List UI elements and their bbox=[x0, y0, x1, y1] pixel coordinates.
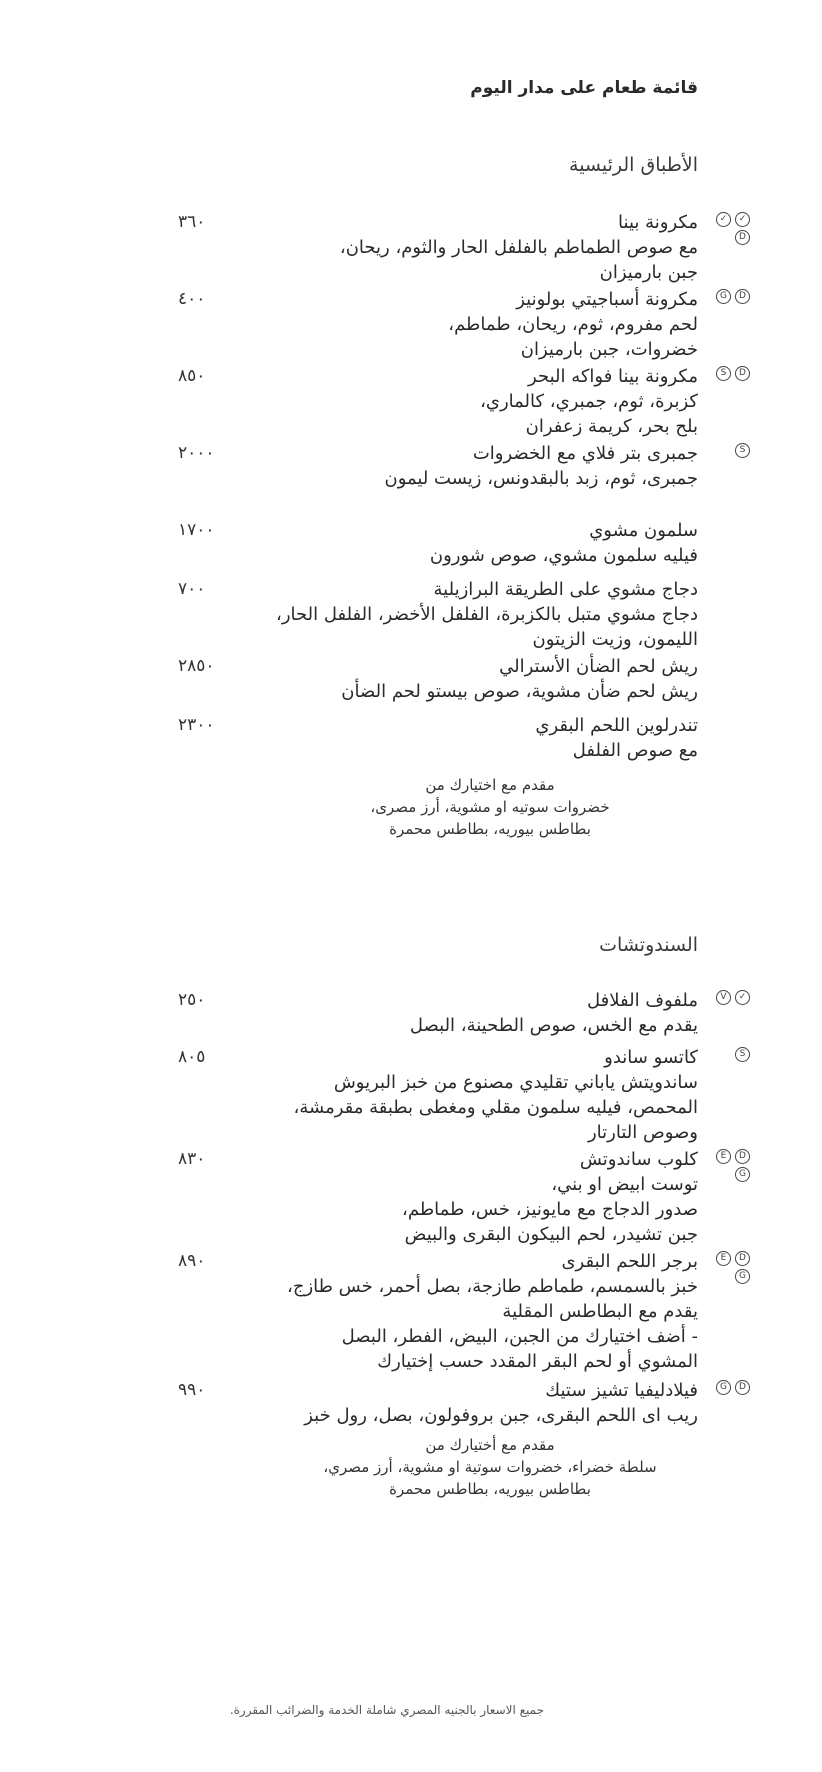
item-desc-line: بلح بحر، كريمة زعفران bbox=[525, 416, 698, 437]
menu-item bbox=[178, 518, 698, 568]
vegetarian-icon: ✓ bbox=[735, 990, 750, 1005]
item-icons bbox=[704, 212, 750, 245]
item-price: ٢٣٠٠ bbox=[178, 715, 215, 735]
menu-title: قائمة طعام على مدار اليوم bbox=[470, 78, 698, 98]
shellfish-icon: S bbox=[716, 366, 731, 381]
item-desc-line: يقدم مع الخس، صوص الطحينة، البصل bbox=[409, 1015, 698, 1036]
item-price: ٢٠٠٠ bbox=[178, 443, 215, 463]
item-desc-line: وصوص التارتار bbox=[587, 1122, 698, 1143]
item-desc-line: مع صوص الفلفل bbox=[572, 740, 698, 761]
item-name: مكرونة بينا bbox=[618, 212, 698, 233]
egg-icon: E bbox=[716, 1251, 731, 1266]
item-icons bbox=[704, 1251, 750, 1284]
item-desc-line: مع صوص الطماطم بالفلفل الحار والثوم، ريحان، bbox=[339, 237, 698, 258]
served-with-note bbox=[320, 774, 660, 840]
item-desc-line: ريش لحم ضأن مشوية، صوص بيستو لحم الضأن bbox=[341, 681, 698, 702]
item-name: جمبرى بتر فلاي مع الخضروات bbox=[472, 443, 698, 464]
item-price: ٤٠٠ bbox=[178, 289, 206, 309]
gluten-icon: G bbox=[716, 289, 731, 304]
item-name: ريش لحم الضأن الأسترالي bbox=[499, 656, 698, 677]
menu-item bbox=[178, 654, 698, 704]
vegetarian-icon: ✓ bbox=[735, 212, 750, 227]
item-name: مكرونة بينا فواكه البحر bbox=[528, 366, 698, 387]
menu-item bbox=[178, 713, 698, 763]
item-name: كاتسو ساندو bbox=[604, 1047, 698, 1068]
item-price: ٨٩٠ bbox=[178, 1251, 206, 1271]
section-title-sandwiches: السندوتشات bbox=[599, 934, 698, 956]
served-with-line: بطاطس بيوريه، بطاطس محمرة bbox=[389, 820, 591, 838]
item-desc-line: جمبرى، ثوم، زبد بالبقدونس، زيست ليمون bbox=[384, 468, 698, 489]
item-desc-line: خضروات، جبن بارميزان bbox=[520, 339, 698, 360]
shellfish-icon: S bbox=[735, 1047, 750, 1062]
item-name: ملفوف الفلافل bbox=[587, 990, 698, 1011]
item-price: ٣٦٠ bbox=[178, 212, 206, 232]
item-desc-line: جبن بارميزان bbox=[599, 262, 698, 283]
item-desc-line: ريب اى اللحم البقرى، جبن بروفولون، بصل، رول خبز bbox=[304, 1405, 698, 1426]
price-footnote: جميع الاسعار بالجنيه المصري شاملة الخدمة والضرائب المقررة. bbox=[229, 1703, 544, 1717]
item-price: ٨٥٠ bbox=[178, 366, 206, 386]
served-with-line: بطاطس بيوريه، بطاطس محمرة bbox=[389, 1480, 591, 1498]
item-name: مكرونة أسباجيتي بولونيز bbox=[516, 289, 698, 310]
item-price: ٨٣٠ bbox=[178, 1149, 206, 1169]
item-name: تندرلوين اللحم البقري bbox=[535, 715, 698, 736]
menu-item bbox=[178, 577, 698, 652]
item-price: ١٧٠٠ bbox=[178, 520, 215, 540]
item-price: ٢٥٠ bbox=[178, 990, 206, 1010]
served-with-line: مقدم مع أختيارك من bbox=[425, 1436, 555, 1454]
item-name: سلمون مشوي bbox=[589, 520, 698, 541]
item-icons bbox=[704, 1149, 750, 1182]
menu-item bbox=[178, 1147, 746, 1247]
item-desc-line: المحمص، فيليه سلمون مقلي ومغطى بطبقة مقرمشة، bbox=[293, 1097, 698, 1118]
item-desc-line: صدور الدجاج مع مايونيز، خس، طماطم، bbox=[402, 1199, 698, 1220]
menu-item bbox=[178, 364, 746, 439]
menu-item bbox=[178, 1045, 746, 1145]
item-desc-line: توست ابيض او بني، bbox=[551, 1174, 698, 1195]
menu-item bbox=[178, 287, 746, 362]
item-desc-line: - أضف اختيارك من الجبن، البيض، الفطر، البصل bbox=[341, 1326, 698, 1347]
item-icons bbox=[704, 1047, 750, 1062]
item-desc-line: دجاج مشوي متبل بالكزبرة، الفلفل الأخضر، الفلفل الحار، bbox=[276, 604, 698, 625]
gluten-icon: G bbox=[735, 1167, 750, 1182]
item-icons bbox=[704, 990, 750, 1005]
menu-item bbox=[178, 1378, 746, 1428]
item-icons bbox=[704, 443, 750, 458]
item-desc-line: الليمون، وزيت الزيتون bbox=[532, 629, 698, 650]
item-price: ٩٩٠ bbox=[178, 1380, 206, 1400]
item-name: فيلادليفيا تشيز ستيك bbox=[545, 1380, 698, 1401]
menu-item bbox=[178, 988, 747, 1038]
dairy-icon: D bbox=[735, 1380, 750, 1395]
item-desc-line: فيليه سلمون مشوي، صوص شورون bbox=[429, 545, 698, 566]
item-desc-line: ساندويتش ياباني تقليدي مصنوع من خبز البريوش bbox=[333, 1072, 698, 1093]
item-price: ٨٠٥ bbox=[178, 1047, 206, 1067]
section-title-mains: الأطباق الرئيسية bbox=[569, 154, 698, 176]
item-icons bbox=[704, 366, 750, 381]
item-name: دجاج مشوي على الطريقة البرازيلية bbox=[433, 579, 698, 600]
item-name: برجر اللحم البقرى bbox=[561, 1251, 698, 1272]
dairy-icon: D bbox=[735, 366, 750, 381]
item-name: كلوب ساندوتش bbox=[579, 1149, 698, 1170]
gluten-icon: G bbox=[716, 1380, 731, 1395]
dairy-icon: D bbox=[735, 1251, 750, 1266]
dairy-icon: D bbox=[735, 230, 750, 245]
menu-item bbox=[178, 210, 747, 285]
item-desc-line: جبن تشيدر، لحم البيكون البقرى والبيض bbox=[404, 1224, 698, 1245]
served-with-line: مقدم مع اختيارك من bbox=[425, 776, 555, 794]
item-price: ٢٨٥٠ bbox=[178, 656, 215, 676]
served-with-line: خضروات سوتيه او مشوية، أرز مصرى، bbox=[370, 798, 610, 816]
shellfish-icon: S bbox=[735, 443, 750, 458]
item-desc-line: كزبرة، ثوم، جمبري، كالماري، bbox=[480, 391, 698, 412]
menu-item bbox=[178, 1249, 746, 1374]
dairy-icon: D bbox=[735, 289, 750, 304]
gluten-icon: G bbox=[735, 1269, 750, 1284]
item-desc-line: المشوي أو لحم البقر المقدد حسب إختيارك bbox=[377, 1351, 698, 1372]
item-price: ٧٠٠ bbox=[178, 579, 206, 599]
item-desc-line: يقدم مع البطاطس المقلية bbox=[502, 1301, 698, 1322]
menu-item bbox=[178, 441, 746, 491]
item-desc-line: لحم مفروم، ثوم، ريحان، طماطم، bbox=[448, 314, 698, 335]
served-with-line: سلطة خضراء، خضروات سوتية او مشوية، أرز مصري، bbox=[323, 1458, 657, 1476]
vegan-icon: V bbox=[716, 990, 731, 1005]
egg-icon: E bbox=[716, 1149, 731, 1164]
dairy-icon: D bbox=[735, 1149, 750, 1164]
served-with-note bbox=[300, 1434, 680, 1500]
vegetarian-icon: ✓ bbox=[716, 212, 731, 227]
item-icons bbox=[704, 1380, 750, 1395]
item-desc-line: خبز بالسمسم، طماطم طازجة، بصل أحمر، خس طازج، bbox=[287, 1276, 698, 1297]
item-icons bbox=[704, 289, 750, 304]
